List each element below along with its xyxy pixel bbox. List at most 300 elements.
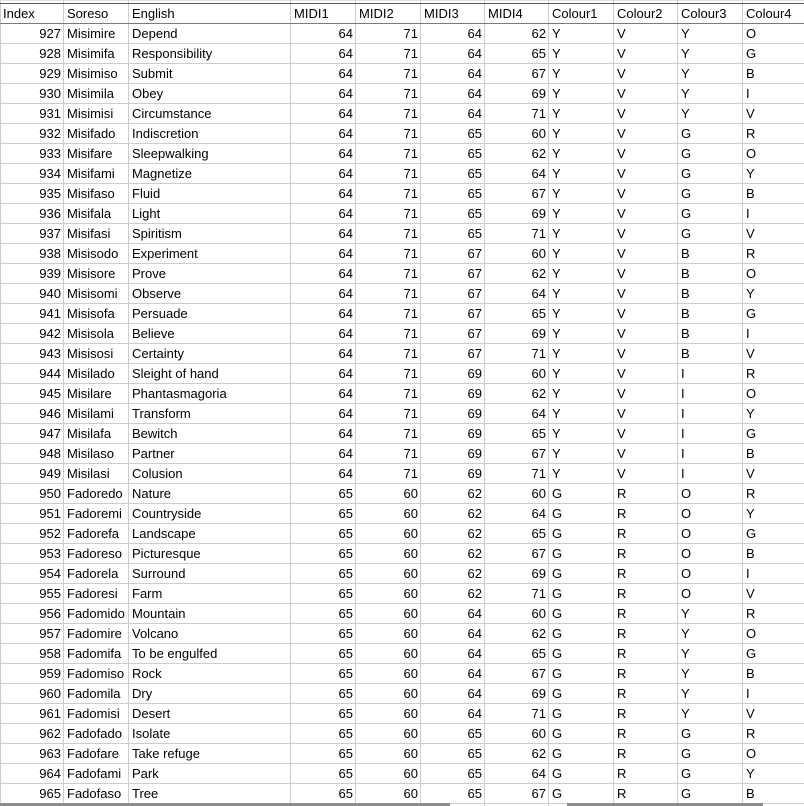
cell-soreso[interactable]: Misifare [64, 144, 129, 164]
cell-colour4[interactable]: R [743, 244, 804, 264]
cell-english[interactable]: Countryside [129, 504, 291, 524]
cell-colour3[interactable]: G [678, 784, 743, 804]
cell-midi3[interactable]: 67 [421, 264, 485, 284]
cell-colour2[interactable]: R [614, 684, 678, 704]
cell-midi2[interactable]: 71 [356, 84, 421, 104]
cell-colour2[interactable]: V [614, 244, 678, 264]
cell-midi3[interactable]: 64 [421, 104, 485, 124]
cell-colour2[interactable]: R [614, 524, 678, 544]
cell-midi3[interactable]: 69 [421, 364, 485, 384]
cell-colour1[interactable]: Y [549, 84, 614, 104]
cell-colour2[interactable]: V [614, 444, 678, 464]
cell-soreso[interactable]: Misisosi [64, 344, 129, 364]
cell-midi2[interactable]: 71 [356, 184, 421, 204]
cell-colour3[interactable]: B [678, 344, 743, 364]
cell-colour2[interactable]: V [614, 104, 678, 124]
cell-midi4[interactable]: 60 [485, 724, 549, 744]
cell-midi1[interactable]: 64 [291, 264, 356, 284]
cell-midi1[interactable]: 64 [291, 244, 356, 264]
cell-midi3[interactable]: 69 [421, 444, 485, 464]
cell-midi3[interactable]: 62 [421, 584, 485, 604]
cell-index[interactable]: 950 [1, 484, 64, 504]
cell-colour4[interactable]: R [743, 724, 804, 744]
cell-midi2[interactable]: 71 [356, 104, 421, 124]
cell-midi4[interactable]: 62 [485, 624, 549, 644]
header-cell-midi1[interactable]: MIDI1 [291, 4, 356, 24]
cell-colour4[interactable]: G [743, 44, 804, 64]
cell-midi4[interactable]: 71 [485, 344, 549, 364]
cell-colour1[interactable]: Y [549, 24, 614, 44]
cell-midi2[interactable]: 71 [356, 244, 421, 264]
cell-colour4[interactable]: G [743, 424, 804, 444]
cell-soreso[interactable]: Misilado [64, 364, 129, 384]
cell-colour1[interactable]: Y [549, 244, 614, 264]
cell-midi3[interactable]: 64 [421, 44, 485, 64]
cell-midi3[interactable]: 62 [421, 524, 485, 544]
cell-colour1[interactable]: Y [549, 224, 614, 244]
cell-colour1[interactable]: G [549, 584, 614, 604]
cell-colour2[interactable]: V [614, 84, 678, 104]
cell-colour3[interactable]: O [678, 524, 743, 544]
cell-colour1[interactable]: Y [549, 444, 614, 464]
cell-colour1[interactable]: Y [549, 364, 614, 384]
cell-colour3[interactable]: I [678, 464, 743, 484]
cell-midi2[interactable]: 71 [356, 464, 421, 484]
cell-soreso[interactable]: Misilaso [64, 444, 129, 464]
cell-index[interactable]: 956 [1, 604, 64, 624]
cell-midi3[interactable]: 65 [421, 744, 485, 764]
cell-index[interactable]: 954 [1, 564, 64, 584]
cell-midi2[interactable]: 60 [356, 784, 421, 804]
cell-midi1[interactable]: 65 [291, 664, 356, 684]
cell-midi4[interactable]: 71 [485, 464, 549, 484]
cell-colour2[interactable]: R [614, 764, 678, 784]
cell-index[interactable]: 963 [1, 744, 64, 764]
cell-midi2[interactable]: 71 [356, 404, 421, 424]
header-cell-midi2[interactable]: MIDI2 [356, 4, 421, 24]
cell-colour2[interactable]: R [614, 504, 678, 524]
cell-midi1[interactable]: 64 [291, 404, 356, 424]
cell-colour2[interactable]: V [614, 324, 678, 344]
cell-soreso[interactable]: Misifami [64, 164, 129, 184]
cell-midi3[interactable]: 65 [421, 144, 485, 164]
cell-midi2[interactable]: 71 [356, 324, 421, 344]
cell-colour1[interactable]: G [549, 744, 614, 764]
cell-index[interactable]: 935 [1, 184, 64, 204]
cell-index[interactable]: 948 [1, 444, 64, 464]
cell-midi2[interactable]: 60 [356, 484, 421, 504]
cell-midi4[interactable]: 62 [485, 384, 549, 404]
cell-soreso[interactable]: Misifaso [64, 184, 129, 204]
cell-colour4[interactable]: B [743, 184, 804, 204]
cell-midi3[interactable]: 67 [421, 284, 485, 304]
cell-colour2[interactable]: R [614, 784, 678, 804]
cell-soreso[interactable]: Fadoremi [64, 504, 129, 524]
cell-english[interactable]: Sleepwalking [129, 144, 291, 164]
cell-colour4[interactable]: B [743, 64, 804, 84]
cell-midi1[interactable]: 64 [291, 384, 356, 404]
cell-colour2[interactable]: V [614, 144, 678, 164]
cell-midi4[interactable]: 71 [485, 704, 549, 724]
cell-midi3[interactable]: 67 [421, 304, 485, 324]
cell-midi2[interactable]: 71 [356, 424, 421, 444]
cell-midi3[interactable]: 65 [421, 164, 485, 184]
cell-colour4[interactable]: Y [743, 764, 804, 784]
cell-colour4[interactable]: G [743, 524, 804, 544]
cell-colour3[interactable]: O [678, 484, 743, 504]
cell-colour3[interactable]: O [678, 544, 743, 564]
cell-soreso[interactable]: Misimila [64, 84, 129, 104]
cell-midi1[interactable]: 65 [291, 644, 356, 664]
cell-colour2[interactable]: V [614, 264, 678, 284]
cell-colour4[interactable]: Y [743, 504, 804, 524]
cell-midi2[interactable]: 71 [356, 164, 421, 184]
cell-soreso[interactable]: Fadoredo [64, 484, 129, 504]
cell-colour2[interactable]: V [614, 344, 678, 364]
cell-colour3[interactable]: Y [678, 644, 743, 664]
cell-midi2[interactable]: 71 [356, 24, 421, 44]
cell-soreso[interactable]: Fadomiso [64, 664, 129, 684]
cell-english[interactable]: Landscape [129, 524, 291, 544]
cell-midi1[interactable]: 64 [291, 424, 356, 444]
cell-colour1[interactable]: G [549, 764, 614, 784]
cell-midi2[interactable]: 71 [356, 264, 421, 284]
cell-midi2[interactable]: 71 [356, 444, 421, 464]
cell-midi2[interactable]: 60 [356, 524, 421, 544]
cell-colour2[interactable]: V [614, 44, 678, 64]
cell-english[interactable]: Take refuge [129, 744, 291, 764]
cell-colour3[interactable]: B [678, 284, 743, 304]
cell-midi2[interactable]: 60 [356, 704, 421, 724]
header-cell-colour1[interactable]: Colour1 [549, 4, 614, 24]
cell-index[interactable]: 959 [1, 664, 64, 684]
cell-english[interactable]: Isolate [129, 724, 291, 744]
cell-midi4[interactable]: 64 [485, 764, 549, 784]
cell-english[interactable]: To be engulfed [129, 644, 291, 664]
cell-midi3[interactable]: 64 [421, 684, 485, 704]
cell-colour1[interactable]: G [549, 724, 614, 744]
cell-soreso[interactable]: Misimire [64, 24, 129, 44]
cell-midi3[interactable]: 65 [421, 124, 485, 144]
cell-colour3[interactable]: O [678, 564, 743, 584]
cell-midi1[interactable]: 64 [291, 124, 356, 144]
cell-colour4[interactable]: B [743, 444, 804, 464]
cell-colour3[interactable]: O [678, 584, 743, 604]
cell-midi4[interactable]: 64 [485, 284, 549, 304]
cell-english[interactable]: Persuade [129, 304, 291, 324]
cell-colour2[interactable]: V [614, 24, 678, 44]
cell-colour2[interactable]: V [614, 124, 678, 144]
cell-midi4[interactable]: 67 [485, 184, 549, 204]
cell-midi4[interactable]: 65 [485, 424, 549, 444]
cell-colour2[interactable]: R [614, 544, 678, 564]
cell-index[interactable]: 934 [1, 164, 64, 184]
cell-colour4[interactable]: V [743, 344, 804, 364]
cell-colour4[interactable]: R [743, 124, 804, 144]
cell-midi2[interactable]: 60 [356, 744, 421, 764]
cell-index[interactable]: 964 [1, 764, 64, 784]
cell-midi1[interactable]: 65 [291, 504, 356, 524]
cell-midi4[interactable]: 65 [485, 44, 549, 64]
cell-colour1[interactable]: Y [549, 404, 614, 424]
cell-midi1[interactable]: 65 [291, 784, 356, 804]
cell-colour1[interactable]: Y [549, 264, 614, 284]
cell-midi3[interactable]: 62 [421, 544, 485, 564]
cell-colour1[interactable]: Y [549, 164, 614, 184]
cell-index[interactable]: 939 [1, 264, 64, 284]
cell-midi2[interactable]: 71 [356, 144, 421, 164]
cell-midi3[interactable]: 69 [421, 404, 485, 424]
cell-colour2[interactable]: R [614, 564, 678, 584]
cell-index[interactable]: 938 [1, 244, 64, 264]
cell-colour2[interactable]: V [614, 284, 678, 304]
cell-midi3[interactable]: 67 [421, 244, 485, 264]
cell-colour4[interactable]: V [743, 104, 804, 124]
cell-colour4[interactable]: V [743, 464, 804, 484]
cell-midi4[interactable]: 60 [485, 124, 549, 144]
cell-midi3[interactable]: 62 [421, 504, 485, 524]
cell-colour1[interactable]: Y [549, 304, 614, 324]
cell-soreso[interactable]: Fadomifa [64, 644, 129, 664]
cell-midi1[interactable]: 64 [291, 224, 356, 244]
cell-midi2[interactable]: 60 [356, 564, 421, 584]
cell-english[interactable]: Obey [129, 84, 291, 104]
cell-midi2[interactable]: 60 [356, 644, 421, 664]
cell-soreso[interactable]: Fadorela [64, 564, 129, 584]
cell-colour4[interactable]: B [743, 664, 804, 684]
cell-colour3[interactable]: Y [678, 664, 743, 684]
cell-midi3[interactable]: 69 [421, 424, 485, 444]
cell-colour3[interactable]: G [678, 184, 743, 204]
cell-english[interactable]: Tree [129, 784, 291, 804]
cell-midi3[interactable]: 62 [421, 564, 485, 584]
cell-midi3[interactable]: 64 [421, 704, 485, 724]
cell-soreso[interactable]: Misisore [64, 264, 129, 284]
cell-midi1[interactable]: 64 [291, 144, 356, 164]
cell-colour4[interactable]: I [743, 84, 804, 104]
cell-colour2[interactable]: V [614, 404, 678, 424]
cell-index[interactable]: 941 [1, 304, 64, 324]
cell-index[interactable]: 936 [1, 204, 64, 224]
cell-index[interactable]: 937 [1, 224, 64, 244]
cell-index[interactable]: 931 [1, 104, 64, 124]
cell-midi2[interactable]: 60 [356, 724, 421, 744]
header-cell-midi3[interactable]: MIDI3 [421, 4, 485, 24]
cell-index[interactable]: 957 [1, 624, 64, 644]
cell-english[interactable]: Depend [129, 24, 291, 44]
cell-midi1[interactable]: 64 [291, 184, 356, 204]
cell-colour1[interactable]: Y [549, 324, 614, 344]
cell-english[interactable]: Nature [129, 484, 291, 504]
cell-midi3[interactable]: 64 [421, 644, 485, 664]
cell-colour1[interactable]: G [549, 504, 614, 524]
cell-colour4[interactable]: I [743, 684, 804, 704]
cell-soreso[interactable]: Misilasi [64, 464, 129, 484]
cell-colour3[interactable]: Y [678, 84, 743, 104]
cell-english[interactable]: Mountain [129, 604, 291, 624]
cell-midi4[interactable]: 67 [485, 544, 549, 564]
cell-colour1[interactable]: Y [549, 384, 614, 404]
cell-midi2[interactable]: 71 [356, 64, 421, 84]
cell-midi2[interactable]: 71 [356, 304, 421, 324]
cell-midi2[interactable]: 71 [356, 344, 421, 364]
cell-english[interactable]: Surround [129, 564, 291, 584]
cell-colour4[interactable]: I [743, 204, 804, 224]
cell-midi4[interactable]: 69 [485, 84, 549, 104]
cell-midi1[interactable]: 65 [291, 764, 356, 784]
cell-soreso[interactable]: Fadorefa [64, 524, 129, 544]
cell-midi4[interactable]: 65 [485, 644, 549, 664]
cell-index[interactable]: 942 [1, 324, 64, 344]
cell-english[interactable]: Partner [129, 444, 291, 464]
cell-colour1[interactable]: G [549, 484, 614, 504]
header-cell-midi4[interactable]: MIDI4 [485, 4, 549, 24]
header-cell-english[interactable]: English [129, 4, 291, 24]
cell-colour4[interactable]: V [743, 584, 804, 604]
cell-colour2[interactable]: R [614, 644, 678, 664]
cell-colour1[interactable]: Y [549, 464, 614, 484]
cell-midi1[interactable]: 64 [291, 104, 356, 124]
cell-midi1[interactable]: 65 [291, 684, 356, 704]
cell-colour3[interactable]: G [678, 204, 743, 224]
cell-midi4[interactable]: 69 [485, 324, 549, 344]
cell-english[interactable]: Circumstance [129, 104, 291, 124]
cell-colour3[interactable]: Y [678, 624, 743, 644]
cell-soreso[interactable]: Fadomisi [64, 704, 129, 724]
cell-colour3[interactable]: I [678, 424, 743, 444]
cell-soreso[interactable]: Misifala [64, 204, 129, 224]
cell-colour3[interactable]: G [678, 224, 743, 244]
cell-index[interactable]: 946 [1, 404, 64, 424]
cell-colour2[interactable]: V [614, 304, 678, 324]
cell-midi4[interactable]: 64 [485, 404, 549, 424]
cell-colour1[interactable]: G [549, 664, 614, 684]
cell-colour4[interactable]: O [743, 264, 804, 284]
cell-colour1[interactable]: Y [549, 204, 614, 224]
cell-midi4[interactable]: 64 [485, 164, 549, 184]
cell-colour4[interactable]: Y [743, 164, 804, 184]
cell-colour1[interactable]: Y [549, 344, 614, 364]
cell-colour1[interactable]: G [549, 784, 614, 804]
cell-midi2[interactable]: 71 [356, 204, 421, 224]
cell-colour2[interactable]: R [614, 584, 678, 604]
cell-midi2[interactable]: 71 [356, 44, 421, 64]
cell-colour3[interactable]: G [678, 124, 743, 144]
cell-midi3[interactable]: 62 [421, 484, 485, 504]
cell-colour1[interactable]: G [549, 564, 614, 584]
header-cell-index[interactable]: Index [1, 4, 64, 24]
cell-colour1[interactable]: Y [549, 124, 614, 144]
cell-index[interactable]: 965 [1, 784, 64, 804]
cell-english[interactable]: Transform [129, 404, 291, 424]
cell-colour3[interactable]: G [678, 744, 743, 764]
cell-english[interactable]: Fluid [129, 184, 291, 204]
cell-midi1[interactable]: 65 [291, 624, 356, 644]
header-cell-colour2[interactable]: Colour2 [614, 4, 678, 24]
cell-colour1[interactable]: G [549, 604, 614, 624]
cell-colour4[interactable]: V [743, 224, 804, 244]
cell-midi1[interactable]: 64 [291, 44, 356, 64]
cell-midi4[interactable]: 69 [485, 204, 549, 224]
cell-english[interactable]: Sleight of hand [129, 364, 291, 384]
cell-colour1[interactable]: Y [549, 64, 614, 84]
cell-colour1[interactable]: G [549, 524, 614, 544]
cell-index[interactable]: 940 [1, 284, 64, 304]
cell-colour2[interactable]: R [614, 624, 678, 644]
cell-english[interactable]: Park [129, 764, 291, 784]
cell-english[interactable]: Certainty [129, 344, 291, 364]
cell-midi1[interactable]: 64 [291, 324, 356, 344]
cell-soreso[interactable]: Misimifa [64, 44, 129, 64]
cell-colour3[interactable]: I [678, 384, 743, 404]
cell-midi1[interactable]: 65 [291, 724, 356, 744]
cell-colour4[interactable]: I [743, 324, 804, 344]
cell-colour2[interactable]: V [614, 224, 678, 244]
cell-colour2[interactable]: V [614, 64, 678, 84]
cell-midi4[interactable]: 62 [485, 24, 549, 44]
cell-midi4[interactable]: 62 [485, 144, 549, 164]
cell-colour2[interactable]: V [614, 364, 678, 384]
cell-english[interactable]: Rock [129, 664, 291, 684]
cell-english[interactable]: Volcano [129, 624, 291, 644]
cell-midi1[interactable]: 64 [291, 284, 356, 304]
cell-midi3[interactable]: 64 [421, 664, 485, 684]
cell-soreso[interactable]: Fadofami [64, 764, 129, 784]
cell-index[interactable]: 958 [1, 644, 64, 664]
cell-colour3[interactable]: B [678, 244, 743, 264]
cell-colour3[interactable]: G [678, 144, 743, 164]
cell-soreso[interactable]: Fadofaso [64, 784, 129, 804]
cell-midi2[interactable]: 60 [356, 624, 421, 644]
cell-soreso[interactable]: Fadomire [64, 624, 129, 644]
cell-colour2[interactable]: V [614, 204, 678, 224]
cell-midi3[interactable]: 65 [421, 724, 485, 744]
cell-colour2[interactable]: R [614, 664, 678, 684]
cell-midi4[interactable]: 65 [485, 524, 549, 544]
cell-soreso[interactable]: Misilami [64, 404, 129, 424]
cell-index[interactable]: 930 [1, 84, 64, 104]
cell-colour1[interactable]: Y [549, 104, 614, 124]
cell-soreso[interactable]: Misimiso [64, 64, 129, 84]
cell-midi4[interactable]: 67 [485, 784, 549, 804]
cell-midi3[interactable]: 65 [421, 204, 485, 224]
cell-colour3[interactable]: O [678, 504, 743, 524]
cell-midi4[interactable]: 69 [485, 564, 549, 584]
cell-midi2[interactable]: 60 [356, 664, 421, 684]
cell-midi3[interactable]: 65 [421, 764, 485, 784]
cell-soreso[interactable]: Misifasi [64, 224, 129, 244]
cell-midi1[interactable]: 65 [291, 704, 356, 724]
cell-midi4[interactable]: 71 [485, 584, 549, 604]
cell-english[interactable]: Magnetize [129, 164, 291, 184]
cell-midi1[interactable]: 64 [291, 84, 356, 104]
cell-midi1[interactable]: 64 [291, 24, 356, 44]
cell-colour2[interactable]: R [614, 704, 678, 724]
cell-colour1[interactable]: G [549, 544, 614, 564]
cell-midi2[interactable]: 71 [356, 364, 421, 384]
cell-midi2[interactable]: 60 [356, 504, 421, 524]
cell-midi3[interactable]: 64 [421, 24, 485, 44]
cell-midi3[interactable]: 69 [421, 384, 485, 404]
cell-colour3[interactable]: B [678, 324, 743, 344]
cell-soreso[interactable]: Fadomila [64, 684, 129, 704]
cell-index[interactable]: 955 [1, 584, 64, 604]
cell-soreso[interactable]: Misifado [64, 124, 129, 144]
cell-midi2[interactable]: 71 [356, 384, 421, 404]
cell-midi2[interactable]: 60 [356, 604, 421, 624]
cell-midi2[interactable]: 71 [356, 224, 421, 244]
cell-index[interactable]: 961 [1, 704, 64, 724]
